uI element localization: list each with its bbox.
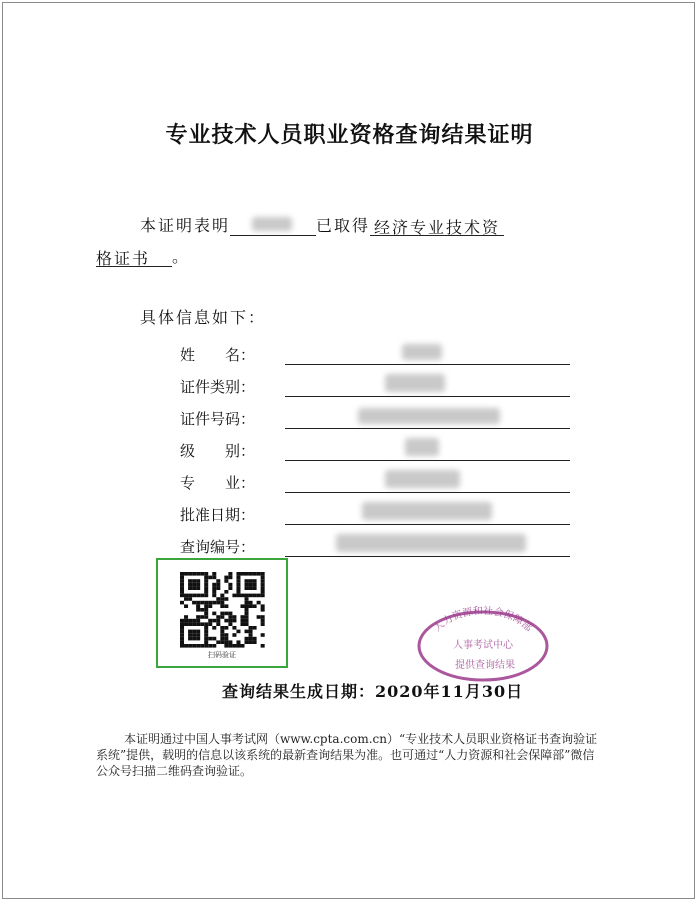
qr-module bbox=[192, 637, 196, 641]
qr-module bbox=[232, 644, 236, 648]
qr-module bbox=[249, 572, 253, 576]
qr-module bbox=[216, 579, 220, 583]
qr-module bbox=[228, 644, 232, 648]
qr-module bbox=[180, 579, 184, 583]
qr-module bbox=[228, 622, 232, 626]
qr-module bbox=[180, 590, 184, 594]
field-underline bbox=[285, 524, 570, 525]
qr-module bbox=[249, 626, 253, 630]
qr-module bbox=[232, 633, 236, 637]
qr-module bbox=[245, 601, 249, 605]
qr-module bbox=[188, 637, 192, 641]
qr-module bbox=[236, 586, 240, 590]
qr-module bbox=[232, 615, 236, 619]
qr-module bbox=[196, 608, 200, 612]
qr-module bbox=[204, 615, 208, 619]
qr-module bbox=[212, 644, 216, 648]
field-underline bbox=[285, 556, 570, 557]
qr-module bbox=[245, 594, 249, 598]
qr-module bbox=[196, 579, 200, 583]
qr-module bbox=[220, 594, 224, 598]
qr-module bbox=[188, 594, 192, 598]
qr-module bbox=[224, 644, 228, 648]
field-row-level bbox=[0, 434, 699, 466]
qr-module bbox=[253, 604, 257, 608]
field-label: 姓 名： bbox=[180, 346, 256, 364]
qr-module bbox=[188, 622, 192, 626]
qr-module bbox=[204, 630, 208, 634]
qr-module bbox=[245, 612, 249, 616]
qr-module bbox=[204, 612, 208, 616]
qr-module bbox=[184, 572, 188, 576]
holder-name-blank bbox=[230, 215, 316, 236]
qr-module bbox=[261, 619, 265, 623]
qr-module bbox=[204, 572, 208, 576]
qr-module bbox=[200, 608, 204, 612]
redacted-value bbox=[405, 438, 439, 456]
qr-module bbox=[204, 586, 208, 590]
qr-module bbox=[180, 630, 184, 634]
qr-module bbox=[208, 601, 212, 605]
field-label: 查询编号： bbox=[180, 538, 256, 556]
qr-module bbox=[249, 640, 253, 644]
qr-module bbox=[184, 619, 188, 623]
qr-module bbox=[196, 586, 200, 590]
qr-module bbox=[200, 615, 204, 619]
qr-module bbox=[212, 626, 216, 630]
qr-module bbox=[192, 630, 196, 634]
qr-module bbox=[188, 586, 192, 590]
qr-module bbox=[245, 597, 249, 601]
qr-module bbox=[188, 633, 192, 637]
qr-module bbox=[204, 601, 208, 605]
qr-module bbox=[196, 630, 200, 634]
qr-module bbox=[216, 640, 220, 644]
redacted-value bbox=[402, 344, 442, 360]
qr-module bbox=[196, 637, 200, 641]
qr-module bbox=[224, 626, 228, 630]
qr-module bbox=[196, 583, 200, 587]
qr-module bbox=[192, 579, 196, 583]
qr-module bbox=[184, 604, 188, 608]
redacted-value bbox=[336, 534, 526, 552]
qr-module bbox=[245, 586, 249, 590]
qr-module bbox=[224, 640, 228, 644]
qr-module bbox=[196, 604, 200, 608]
qr-module bbox=[257, 572, 261, 576]
qr-module bbox=[192, 583, 196, 587]
qr-module bbox=[200, 594, 204, 598]
qr-module bbox=[200, 572, 204, 576]
qr-module bbox=[240, 572, 244, 576]
qr-module bbox=[216, 597, 220, 601]
qr-module bbox=[196, 622, 200, 626]
field-row-query-number bbox=[0, 530, 699, 562]
qr-module bbox=[261, 594, 265, 598]
qr-module bbox=[224, 612, 228, 616]
qr-module bbox=[220, 615, 224, 619]
qr-module bbox=[240, 619, 244, 623]
qr-module bbox=[180, 633, 184, 637]
qr-module bbox=[228, 615, 232, 619]
qr-module bbox=[240, 594, 244, 598]
qr-module bbox=[261, 583, 265, 587]
qr-module bbox=[192, 594, 196, 598]
qr-module bbox=[228, 619, 232, 623]
qr-module bbox=[208, 644, 212, 648]
qr-module bbox=[180, 583, 184, 587]
official-seal bbox=[413, 602, 553, 686]
qr-code bbox=[180, 572, 266, 648]
qr-module bbox=[180, 576, 184, 580]
qr-module bbox=[196, 644, 200, 648]
seal-outer-text: 人力资源和社会保障部 bbox=[432, 605, 534, 635]
qr-module bbox=[184, 644, 188, 648]
qr-module bbox=[216, 622, 220, 626]
qr-module bbox=[188, 583, 192, 587]
seal-stamp bbox=[413, 602, 553, 682]
qr-module bbox=[180, 594, 184, 598]
field-label: 级 别： bbox=[180, 442, 256, 460]
qr-module bbox=[212, 586, 216, 590]
qr-module bbox=[204, 594, 208, 598]
qr-module bbox=[184, 615, 188, 619]
qr-module bbox=[232, 594, 236, 598]
qr-module bbox=[261, 622, 265, 626]
field-label: 证件类别： bbox=[180, 378, 256, 396]
qr-module bbox=[212, 619, 216, 623]
statement-prefix: 本证明表明 bbox=[140, 216, 231, 235]
qr-module bbox=[208, 576, 212, 580]
qr-module bbox=[236, 594, 240, 598]
qr-module bbox=[249, 579, 253, 583]
qr-module bbox=[224, 590, 228, 594]
qr-module bbox=[180, 619, 184, 623]
statement-line-2 bbox=[96, 244, 190, 267]
qr-module bbox=[180, 622, 184, 626]
info-heading: 具体信息如下： bbox=[140, 308, 267, 327]
qr-module bbox=[188, 630, 192, 634]
qr-module bbox=[212, 594, 216, 598]
qr-module bbox=[196, 594, 200, 598]
qr-module bbox=[240, 604, 244, 608]
qr-module bbox=[192, 601, 196, 605]
qr-module bbox=[261, 572, 265, 576]
qr-module bbox=[184, 622, 188, 626]
qr-module bbox=[192, 633, 196, 637]
qr-module bbox=[220, 630, 224, 634]
qr-module bbox=[245, 615, 249, 619]
qr-module bbox=[204, 576, 208, 580]
qr-module bbox=[245, 640, 249, 644]
qr-module bbox=[236, 572, 240, 576]
qr-module bbox=[220, 597, 224, 601]
qr-module bbox=[216, 619, 220, 623]
qr-module bbox=[245, 579, 249, 583]
field-row-specialty bbox=[0, 466, 699, 498]
qr-module bbox=[261, 586, 265, 590]
qr-module bbox=[228, 572, 232, 576]
qr-module bbox=[245, 622, 249, 626]
qr-module bbox=[224, 633, 228, 637]
qr-module bbox=[224, 597, 228, 601]
qr-module bbox=[208, 637, 212, 641]
qr-module bbox=[200, 644, 204, 648]
qr-module bbox=[216, 601, 220, 605]
qr-module bbox=[249, 637, 253, 641]
qr-module bbox=[220, 604, 224, 608]
qr-module bbox=[216, 583, 220, 587]
qr-module bbox=[188, 597, 192, 601]
qr-module bbox=[228, 612, 232, 616]
qr-module bbox=[192, 586, 196, 590]
footnote: 本证明通过中国人事考试网（www.cpta.com.cn）“专业技术人员职业资格证书查询验证系统”提供，载明的信息以该系统的最新查询结果为准。也可通过“人力资源和社会保障部”微信公众号扫描二维码查询验证。 bbox=[96, 732, 598, 778]
qr-module bbox=[253, 572, 257, 576]
qr-module bbox=[261, 644, 265, 648]
qr-module bbox=[224, 579, 228, 583]
qr-module bbox=[224, 637, 228, 641]
qr-module bbox=[224, 604, 228, 608]
qr-module bbox=[180, 586, 184, 590]
qr-module bbox=[192, 644, 196, 648]
redacted-value bbox=[362, 502, 492, 520]
statement-end: 。 bbox=[172, 247, 191, 266]
qr-module bbox=[188, 579, 192, 583]
qr-module bbox=[228, 586, 232, 590]
field-underline bbox=[285, 460, 570, 461]
qr-module bbox=[257, 615, 261, 619]
qr-module bbox=[184, 594, 188, 598]
field-underline bbox=[285, 428, 570, 429]
qr-module bbox=[228, 583, 232, 587]
qr-module bbox=[228, 576, 232, 580]
qr-module bbox=[204, 608, 208, 612]
qr-module bbox=[180, 626, 184, 630]
qr-module bbox=[236, 644, 240, 648]
qr-module bbox=[245, 604, 249, 608]
qr-module bbox=[220, 640, 224, 644]
field-row-approval-date bbox=[0, 498, 699, 530]
qr-module bbox=[220, 612, 224, 616]
qr-module bbox=[232, 626, 236, 630]
qr-module bbox=[204, 579, 208, 583]
qr-module bbox=[200, 601, 204, 605]
qr-module bbox=[249, 583, 253, 587]
qr-module bbox=[220, 633, 224, 637]
qr-module bbox=[245, 583, 249, 587]
qr-module bbox=[212, 612, 216, 616]
qr-module bbox=[253, 640, 257, 644]
field-label: 批准日期： bbox=[180, 506, 256, 524]
qr-module bbox=[261, 633, 265, 637]
qr-module bbox=[212, 637, 216, 641]
qr-module bbox=[249, 630, 253, 634]
field-label: 专 业： bbox=[180, 474, 256, 492]
qr-module bbox=[249, 604, 253, 608]
qr-module bbox=[204, 622, 208, 626]
generated-date-line bbox=[222, 679, 523, 702]
svg-text:人力资源和社会保障部 bbox=[431, 604, 535, 634]
qr-module bbox=[204, 637, 208, 641]
field-underline bbox=[285, 364, 570, 365]
qr-module bbox=[208, 622, 212, 626]
qr-module bbox=[249, 586, 253, 590]
statement-mid: 已取得 bbox=[316, 216, 371, 235]
redacted-name bbox=[252, 217, 292, 231]
qr-module bbox=[261, 579, 265, 583]
qr-module bbox=[257, 601, 261, 605]
qr-module bbox=[208, 619, 212, 623]
qr-module bbox=[240, 644, 244, 648]
qr-module bbox=[200, 622, 204, 626]
qr-module bbox=[216, 586, 220, 590]
qr-module bbox=[236, 630, 240, 634]
qr-module bbox=[204, 640, 208, 644]
certificate-name-part2: 格证书 bbox=[96, 246, 172, 267]
qr-module bbox=[188, 619, 192, 623]
qr-module bbox=[180, 572, 184, 576]
qr-module bbox=[224, 619, 228, 623]
qr-module bbox=[180, 640, 184, 644]
qr-module bbox=[204, 604, 208, 608]
qr-module bbox=[261, 608, 265, 612]
qr-module bbox=[245, 608, 249, 612]
qr-module bbox=[245, 630, 249, 634]
qr-module bbox=[236, 576, 240, 580]
seal-line-2: 提供查询结果 bbox=[455, 660, 515, 671]
qr-module bbox=[257, 594, 261, 598]
statement-line-1 bbox=[140, 213, 504, 236]
qr-module bbox=[208, 604, 212, 608]
qr-module bbox=[236, 590, 240, 594]
qr-code-box bbox=[156, 558, 288, 668]
field-underline bbox=[285, 492, 570, 493]
field-row-name bbox=[0, 338, 699, 370]
qr-module bbox=[253, 626, 257, 630]
qr-module bbox=[224, 576, 228, 580]
qr-module bbox=[180, 601, 184, 605]
seal-line-1: 人事考试中心 bbox=[453, 640, 513, 651]
certificate-name-part1: 经济专业技术资 bbox=[370, 215, 504, 236]
qr-module bbox=[180, 644, 184, 648]
field-row-id-number bbox=[0, 402, 699, 434]
qr-module bbox=[180, 637, 184, 641]
qr-module bbox=[236, 579, 240, 583]
qr-module bbox=[188, 644, 192, 648]
qr-module bbox=[204, 633, 208, 637]
qr-module bbox=[216, 615, 220, 619]
redacted-value bbox=[385, 470, 460, 488]
qr-module bbox=[220, 626, 224, 630]
qr-module bbox=[220, 601, 224, 605]
qr-module bbox=[184, 597, 188, 601]
qr-module bbox=[249, 633, 253, 637]
qr-module bbox=[249, 594, 253, 598]
qr-module bbox=[212, 572, 216, 576]
qr-module bbox=[245, 637, 249, 641]
qr-module bbox=[192, 619, 196, 623]
qr-module bbox=[196, 572, 200, 576]
field-row-id-type bbox=[0, 370, 699, 402]
qr-caption: 扫码验证 bbox=[208, 651, 236, 659]
qr-module bbox=[249, 601, 253, 605]
generated-date: 2020年11月30日 bbox=[375, 682, 524, 701]
qr-module bbox=[212, 576, 216, 580]
qr-module bbox=[212, 601, 216, 605]
qr-module bbox=[196, 615, 200, 619]
qr-module bbox=[236, 640, 240, 644]
qr-module bbox=[232, 619, 236, 623]
qr-module bbox=[236, 583, 240, 587]
qr-module bbox=[245, 619, 249, 623]
qr-module bbox=[204, 583, 208, 587]
generated-label: 查询结果生成日期： bbox=[222, 682, 376, 701]
qr-module bbox=[220, 637, 224, 641]
qr-module bbox=[196, 633, 200, 637]
qr-module bbox=[253, 583, 257, 587]
qr-module bbox=[245, 572, 249, 576]
qr-module bbox=[188, 572, 192, 576]
qr-module bbox=[212, 583, 216, 587]
field-label: 证件号码： bbox=[180, 410, 256, 428]
qr-module bbox=[204, 644, 208, 648]
redacted-value bbox=[358, 408, 500, 424]
qr-module bbox=[228, 640, 232, 644]
qr-module bbox=[253, 594, 257, 598]
qr-module bbox=[192, 572, 196, 576]
qr-module bbox=[253, 579, 257, 583]
field-underline bbox=[285, 396, 570, 397]
document-title: 专业技术人员职业资格查询结果证明 bbox=[165, 123, 534, 148]
qr-module bbox=[261, 615, 265, 619]
qr-module bbox=[261, 604, 265, 608]
redacted-value bbox=[385, 374, 445, 392]
qr-module bbox=[204, 590, 208, 594]
qr-module bbox=[212, 590, 216, 594]
qr-module bbox=[192, 622, 196, 626]
qr-module bbox=[240, 622, 244, 626]
qr-module bbox=[253, 586, 257, 590]
qr-module bbox=[196, 601, 200, 605]
qr-module bbox=[196, 619, 200, 623]
qr-module bbox=[240, 615, 244, 619]
qr-module bbox=[204, 626, 208, 630]
qr-module bbox=[253, 637, 257, 641]
qr-module bbox=[261, 590, 265, 594]
qr-module bbox=[261, 576, 265, 580]
